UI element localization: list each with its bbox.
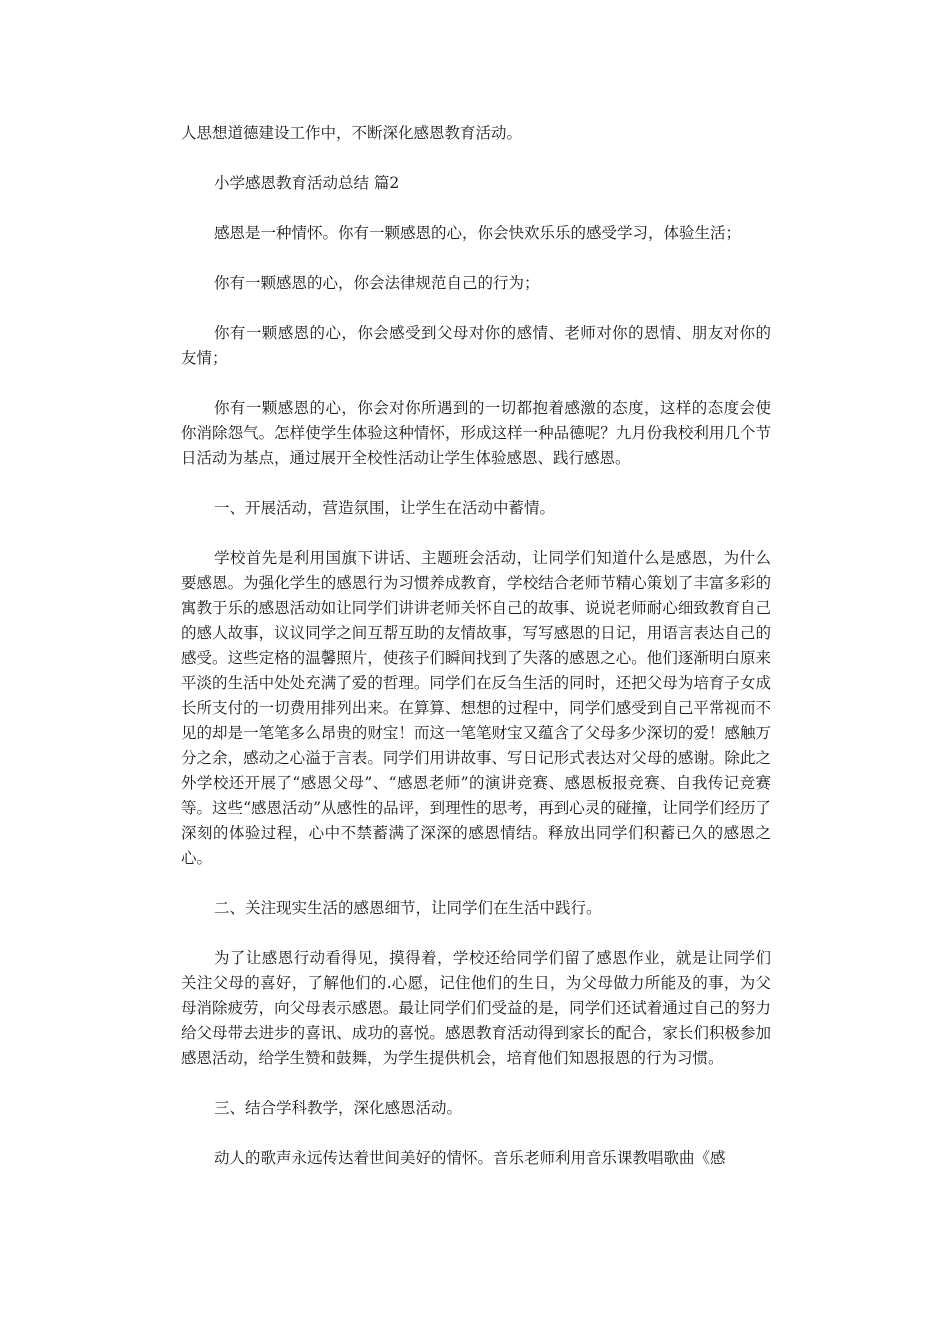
subheading: 二、关注现实生活的感恩细节，让同学们在生活中践行。: [214, 899, 602, 917]
section-title: 小学感恩教育活动总结 篇2: [214, 174, 400, 192]
paragraph: 你有一颗感恩的心，你会法律规范自己的行为；: [214, 274, 540, 292]
paragraph-truncated: 动人的歌声永远传达着世间美好的情怀。音乐老师利用音乐课教唱歌曲《感: [214, 1149, 726, 1167]
paragraph: 感恩是一种情怀。你有一颗感恩的心，你会快欢乐乐的感受学习，体验生活；: [214, 224, 742, 242]
paragraph: 学校首先是利用国旗下讲话、主题班会活动，让同学们知道什么是感恩，为什么要感恩。为强化学生的感恩行为习惯养成教育，学校结合老师节精心策划了丰富多彩的寓教于乐的感恩活动如让同学们讲讲老师关怀自己的故事、说说老师耐心细致教育自己的感人故事，议议同学之间互帮互助的友情故事，写写感恩的日记，用语言表达自己的感受。这些定格的温馨照片，使孩子们瞬间找到了失落的感恩之心。他们逐渐明白原来平淡的生活中处处充满了爱的哲理。同学们在反刍生活的同时，还把父母为培育子女成长所支付的一切费用排列出来。在算算、想想的过程中，同学们感受到自己平常视而不见的却是一笔笔多么昂贵的财宝！而这一笔笔财宝又蕴含了父母多少深切的爱！感触万分之余，感动之心溢于言表。同学们用讲故事、写日记形式表达对父母的感谢。除此之外学校还开展了“感恩父母”、“感恩老师”的演讲竞赛、感恩板报竞赛、自我传记竞赛等。这些“感恩活动”从感性的品评，到理性的思考，再到心灵的碰撞，让同学们经历了深刻的体验过程，心中不禁蓄满了深深的感恩情结。释放出同学们积蓄已久的感恩之心。: [181, 549, 771, 867]
paragraph: 你有一颗感恩的心，你会对你所遇到的一切都抱着感激的态度，这样的态度会使你消除怨气。怎样使学生体验这种情怀，形成这样一种品德呢？九月份我校利用几个节日活动为基点，通过展开全校性活动让学生体验感恩、践行感恩。: [181, 399, 771, 467]
paragraph: 你有一颗感恩的心，你会感受到父母对你的感情、老师对你的恩情、朋友对你的友情；: [181, 324, 771, 367]
paragraph: 为了让感恩行动看得见，摸得着，学校还给同学们留了感恩作业，就是让同学们关注父母的喜好，了解他们的.心愿，记住他们的生日，为父母做力所能及的事，为父母消除疲劳，向父母表示感恩。最让同学们们受益的是，同学们还试着通过自己的努力给父母带去进步的喜讯、成功的喜悦。感恩教育活动得到家长的配合，家长们积极参加感恩活动，给学生赞和鼓舞，为学生提供机会，培育他们知恩报恩的行为习惯。: [181, 949, 771, 1067]
subheading: 三、结合学科教学，深化感恩活动。: [214, 1099, 463, 1117]
paragraph-continuation: 人思想道德建设工作中，不断深化感恩教育活动。: [181, 124, 523, 142]
document-body: [181, 121, 771, 1196]
subheading: 一、开展活动，营造氛围，让学生在活动中蓄情。: [214, 499, 556, 517]
